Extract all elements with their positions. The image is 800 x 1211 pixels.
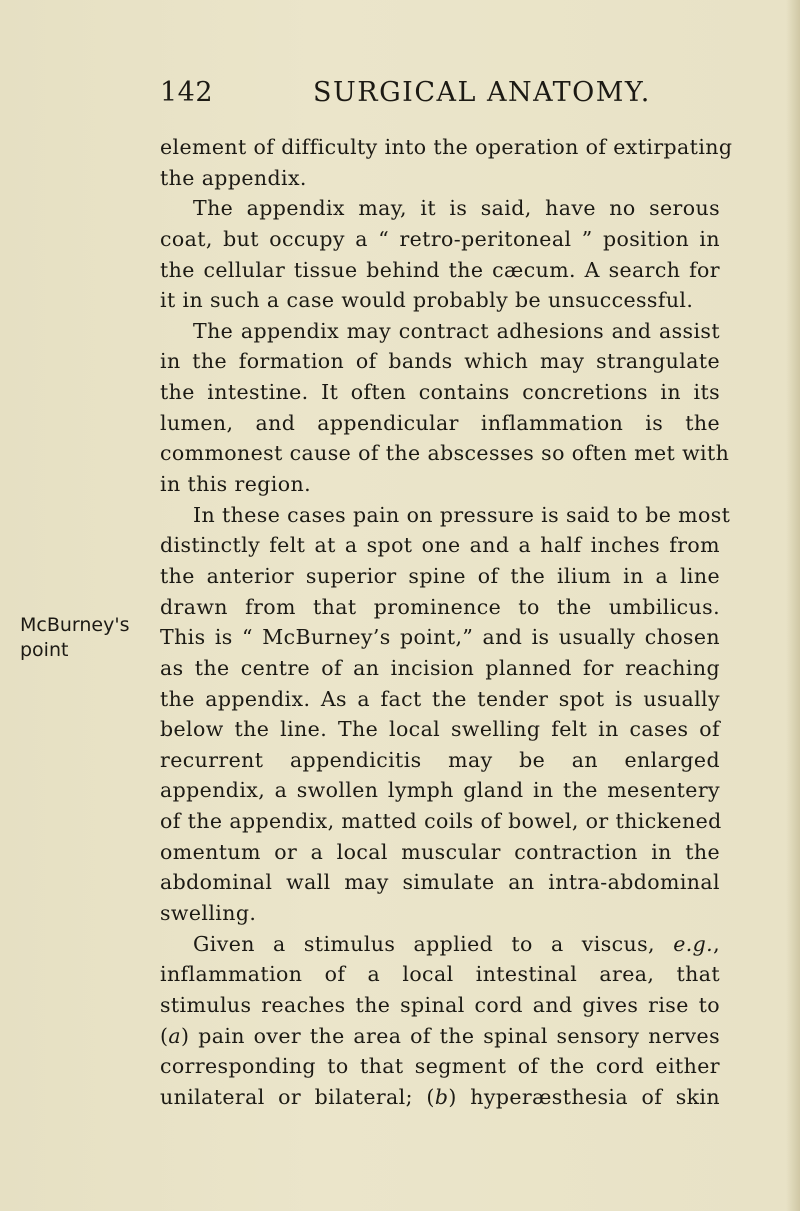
text-line: unilateral or bilateral; (b) hyperæsthesia of skin — [160, 1084, 720, 1109]
text-line: (a) pain over the area of the spinal sensory nerves — [160, 1023, 720, 1048]
text-line: of the appendix, matted coils of bowel, or thickened — [160, 809, 722, 834]
margin-note — [20, 613, 140, 663]
text-line: the appendix. — [160, 165, 307, 190]
text-line: element of difficulty into the operation of extirpating — [160, 135, 733, 159]
text-line: distinctly felt at a spot one and a half inches from — [160, 533, 720, 558]
text-line: appendix, a swollen lymph gland in the mesentery — [160, 778, 720, 803]
page-number: 142 — [160, 77, 214, 108]
text-line: This is “ McBurney’s point,” and is usually chosen — [160, 625, 720, 650]
running-title: SURGICAL ANATOMY. — [313, 77, 651, 108]
text-line: it in such a case would probably be unsuccessful. — [160, 288, 694, 313]
text-line: omentum or a local muscular contraction in the — [160, 839, 720, 864]
text-line: stimulus reaches the spinal cord and gives rise to — [160, 992, 720, 1017]
page-edge-shadow — [786, 0, 800, 1211]
text-line: the cellular tissue behind the cæcum. A search for — [160, 257, 720, 282]
text-line: below the line. The local swelling felt in cases of — [160, 717, 720, 742]
text-line: The appendix may, it is said, have no serous — [193, 196, 720, 221]
text-line: The appendix may contract adhesions and assist — [193, 318, 720, 343]
text-line: the anterior superior spine of the ilium in a line — [160, 563, 720, 588]
text-line: recurrent appendicitis may be an enlarged — [160, 747, 720, 772]
text-line: In these cases pain on pressure is said to be most — [193, 502, 731, 527]
text-line: the intestine. It often contains concretions in its — [160, 380, 720, 405]
text-line: Given a stimulus applied to a viscus, e.g., — [193, 931, 720, 956]
text-line: corresponding to that segment of the cord either — [160, 1054, 720, 1079]
body-text — [160, 132, 733, 1113]
text-line: inflammation of a local intestinal area, that — [160, 962, 720, 987]
text-line: in this region. — [160, 472, 311, 497]
text-line: swelling. — [160, 901, 257, 926]
text-line: in the formation of bands which may strangulate — [160, 349, 720, 374]
text-line: abdominal wall may simulate an intra-abdominal — [160, 870, 720, 895]
text-line: as the centre of an incision planned for reaching — [160, 655, 720, 680]
text-line: lumen, and appendicular inflammation is the — [160, 410, 720, 435]
margin-note-line: point — [20, 639, 69, 661]
text-line: the appendix. As a fact the tender spot is usually — [160, 686, 720, 711]
text-line: drawn from that prominence to the umbilicus. — [160, 594, 720, 619]
text-line: coat, but occupy a “ retro-peritoneal ” position in — [160, 226, 720, 251]
running-head — [160, 76, 720, 110]
margin-note-line: McBurney's — [20, 614, 130, 636]
text-line: commonest cause of the abscesses so often met with — [160, 441, 730, 466]
